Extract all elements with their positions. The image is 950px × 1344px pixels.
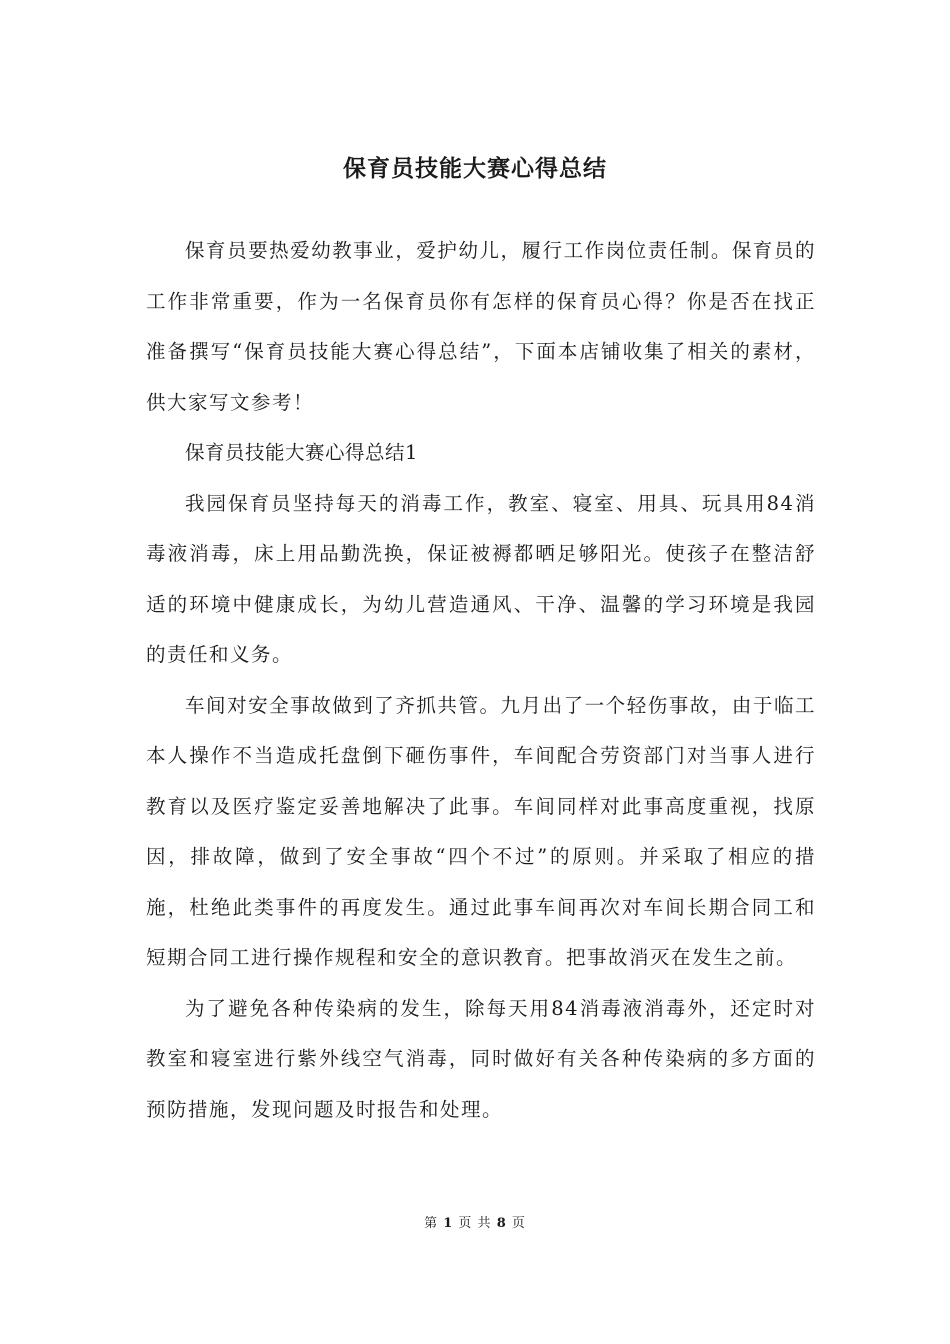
body-paragraph-safety: 车间对安全事故做到了齐抓共管。九月出了一个轻伤事故，由于临工本人操作不当造成托盘倒下砸伤事件，车间配合劳资部门对当事人进行教育以及医疗鉴定妥善地解决了此事。车间同样对此事高度重视，找原因，排故障，做到了安全事故“四个不过”的原则。并采取了相应的措施，杜绝此类事件的再度发生。通过此事车间再次对车间长期合同工和短期合同工进行操作规程和安全的意识教育。把事故消灭在发生之前。 xyxy=(146,693,816,969)
document-body xyxy=(146,226,816,1135)
current-page-number: 1 xyxy=(443,1216,454,1231)
body-paragraph-prevention: 为了避免各种传染病的发生，除每天用84消毒液消毒外，还定时对教室和寝室进行紫外线空气消毒，同时做好有关各种传染病的多方面的预防措施，发现问题及时报告和处理。 xyxy=(146,996,816,1121)
section-heading: 保育员技能大赛心得总结1 xyxy=(185,441,418,464)
body-paragraph-disinfection: 我园保育员坚持每天的消毒工作，教室、寝室、用具、玩具用84消毒液消毒，床上用品勤洗换，保证被褥都晒足够阳光。使孩子在整洁舒适的环境中健康成长，为幼儿营造通风、干净、温馨的学习环境是我园的责任和义务。 xyxy=(146,491,816,666)
intro-paragraph: 保育员要热爱幼教事业，爱护幼儿，履行工作岗位责任制。保育员的工作非常重要，作为一名保育员你有怎样的保育员心得？你是否在找正准备撰写“保育员技能大赛心得总结”，下面本店铺收集了相关的素材，供大家写文参考！ xyxy=(146,239,816,414)
footer-middle: 页 共 xyxy=(458,1216,492,1231)
footer-prefix: 第 xyxy=(424,1216,439,1231)
document-title: 保育员技能大赛心得总结 xyxy=(343,155,607,182)
page-footer xyxy=(0,1214,950,1234)
total-page-count: 8 xyxy=(496,1216,507,1231)
footer-suffix: 页 xyxy=(511,1216,526,1231)
